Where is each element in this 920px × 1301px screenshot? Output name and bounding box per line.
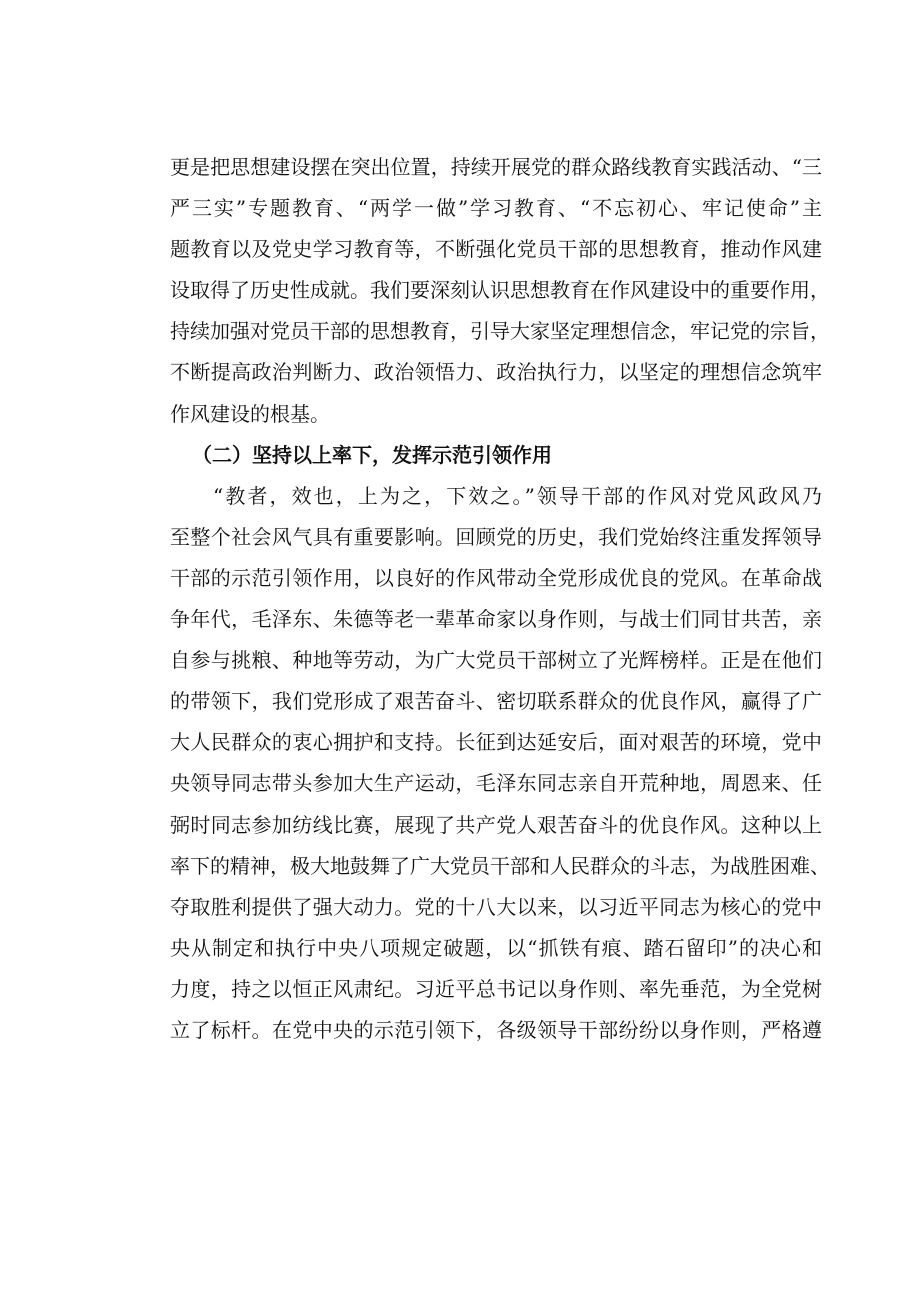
document-body	[170, 147, 830, 1051]
paragraph-line: 立了标杆。在党中央的示范引领下，各级领导干部纷纷以身作则，严格遵	[170, 1017, 822, 1042]
paragraph-line: 持续加强对党员干部的思想教育，引导大家坚定理想信念，牢记党的宗旨，	[170, 319, 830, 344]
paragraph-line: 的带领下，我们党形成了艰苦奋斗、密切联系群众的优良作风，赢得了广	[170, 689, 822, 714]
section-heading: （二）坚持以上率下，发挥示范引领作用	[192, 442, 552, 467]
paragraph-line: 率下的精神，极大地鼓舞了广大党员干部和人民群众的斗志，为战胜困难、	[170, 853, 830, 878]
paragraph-line: 夺取胜利提供了强大动力。党的十八大以来，以习近平同志为核心的党中	[170, 894, 822, 919]
paragraph-line: 作风建设的根基。	[170, 401, 330, 426]
paragraph-line: 弼时同志参加纺线比赛，展现了共产党人艰苦奋斗的优良作风。这种以上	[170, 812, 822, 837]
paragraph-line: 争年代，毛泽东、朱德等老一辈革命家以身作则，与战士们同甘共苦，亲	[170, 607, 822, 632]
paragraph-line: 力度，持之以恒正风肃纪。习近平总书记以身作则、率先垂范，为全党树	[170, 976, 822, 1001]
paragraph-2	[170, 476, 830, 1051]
paragraph-line: 不断提高政治判断力、政治领悟力、政治执行力，以坚定的理想信念筑牢	[170, 360, 822, 385]
paragraph-line: 央领导同志带头参加大生产运动，毛泽东同志亲自开荒种地，周恩来、任	[170, 771, 822, 796]
paragraph-1	[170, 147, 830, 435]
paragraph-line: 更是把思想建设摆在突出位置，持续开展党的群众路线教育实践活动、“三	[170, 155, 822, 179]
paragraph-line: 央从制定和执行中央八项规定破题，以“抓铁有痕、踏石留印”的决心和	[170, 935, 822, 960]
paragraph-line: “教者，效也，上为之，下效之。”领导干部的作风对党风政风乃	[213, 483, 822, 508]
paragraph-line: 干部的示范引领作用，以良好的作风带动全党形成优良的党风。在革命战	[170, 565, 822, 590]
paragraph-line: 大人民群众的衷心拥护和支持。长征到达延安后，面对艰苦的环境，党中	[170, 730, 822, 755]
paragraph-line: 严三实”专题教育、“两学一做”学习教育、“不忘初心、牢记使命”主	[170, 196, 822, 221]
paragraph-line: 自参与挑粮、种地等劳动，为广大党员干部树立了光辉榜样。正是在他们	[170, 648, 822, 673]
paragraph-line: 设取得了历史性成就。我们要深刻认识思想教育在作风建设中的重要作用，	[170, 278, 830, 303]
paragraph-line: 题教育以及党史学习教育等，不断强化党员干部的思想教育，推动作风建	[170, 237, 822, 262]
paragraph-line: 至整个社会风气具有重要影响。回顾党的历史，我们党始终注重发挥领导	[170, 524, 822, 549]
